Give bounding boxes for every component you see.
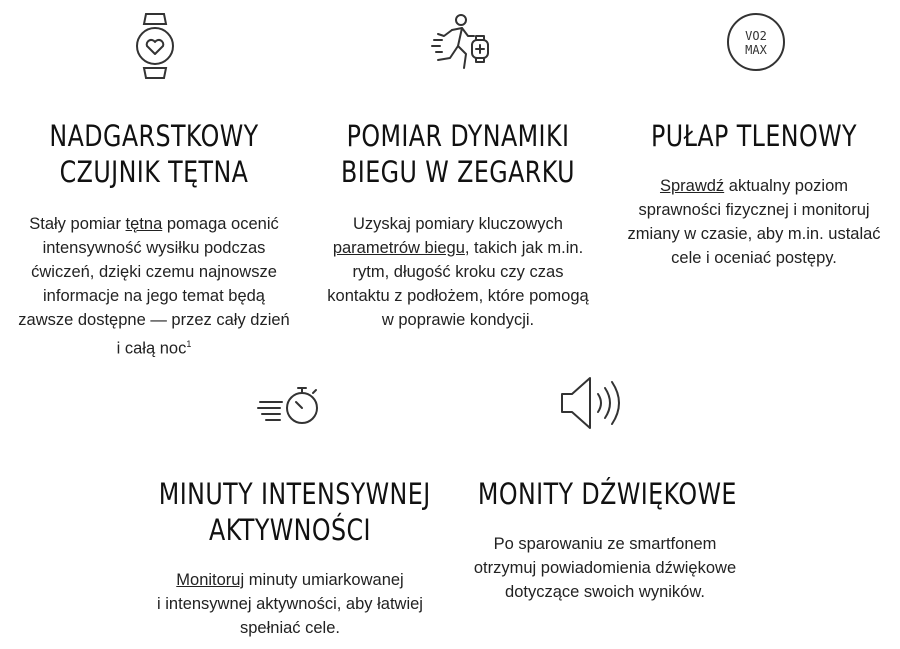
feature-title: MONITY DŹWIĘKOWE bbox=[477, 477, 737, 511]
feature-title: PUŁAP TLENOWY bbox=[651, 119, 857, 153]
feature-description: Monitoruj minuty umiarkowanej i intensywnej aktywności, aby łatwiej spełniać cele. bbox=[157, 571, 423, 637]
feature-description: Stały pomiar tętna pomaga ocenić intensywność wysiłku podczas ćwiczeń, dzięki czemu najnowsze informacje na jego temat będą zawsze dostępne — przez cały dzień i całą noc$^1$ bbox=[18, 215, 290, 358]
feature-audio-prompts bbox=[450, 370, 760, 649]
feature-title: MINUTY INTENSYWNEJ AKTYWNOŚCI bbox=[158, 477, 431, 547]
link-heart-rate[interactable]: tętna bbox=[125, 215, 163, 233]
link-check[interactable]: Sprawdź bbox=[659, 177, 725, 195]
stopwatch-icon bbox=[256, 378, 324, 428]
feature-description: Uzyskaj pomiary kluczowych parametrów biegu, takich jak m.in. rytm, długość kroku czy czas kontaktu z podłożem, które pomogą w poprawie kondycji. bbox=[327, 215, 589, 329]
feature-heart-rate bbox=[0, 0, 308, 370]
feature-running-dynamics bbox=[308, 0, 608, 370]
link-running-dynamics[interactable]: parametrów biegu bbox=[332, 239, 465, 257]
feature-vo2max bbox=[608, 0, 900, 370]
feature-title: NADGARSTKOWY CZUJNIK TĘTNA bbox=[49, 119, 259, 189]
feature-intensity-minutes bbox=[130, 370, 450, 649]
runner-watch-icon bbox=[428, 12, 492, 78]
vo2max-icon bbox=[726, 12, 786, 72]
vo2-label: VO2 bbox=[745, 29, 767, 43]
feature-description: Sprawdź aktualny poziom sprawności fizycznej i monitoruj zmiany w czasie, aby m.in. ustalać cele i oceniać postępy. bbox=[627, 177, 881, 267]
max-label: MAX bbox=[745, 43, 767, 57]
speaker-sound-icon bbox=[556, 374, 626, 432]
link-monitor[interactable]: Monitoruj bbox=[176, 571, 245, 589]
watch-heart-icon bbox=[130, 12, 180, 80]
feature-title: POMIAR DYNAMIKI BIEGU W ZEGARKU bbox=[341, 119, 575, 189]
feature-description: Po sparowaniu ze smartfonem otrzymuj powiadomienia dźwiękowe dotyczące swoich wyników. bbox=[473, 535, 737, 601]
footnote-marker: 1 bbox=[186, 339, 192, 349]
